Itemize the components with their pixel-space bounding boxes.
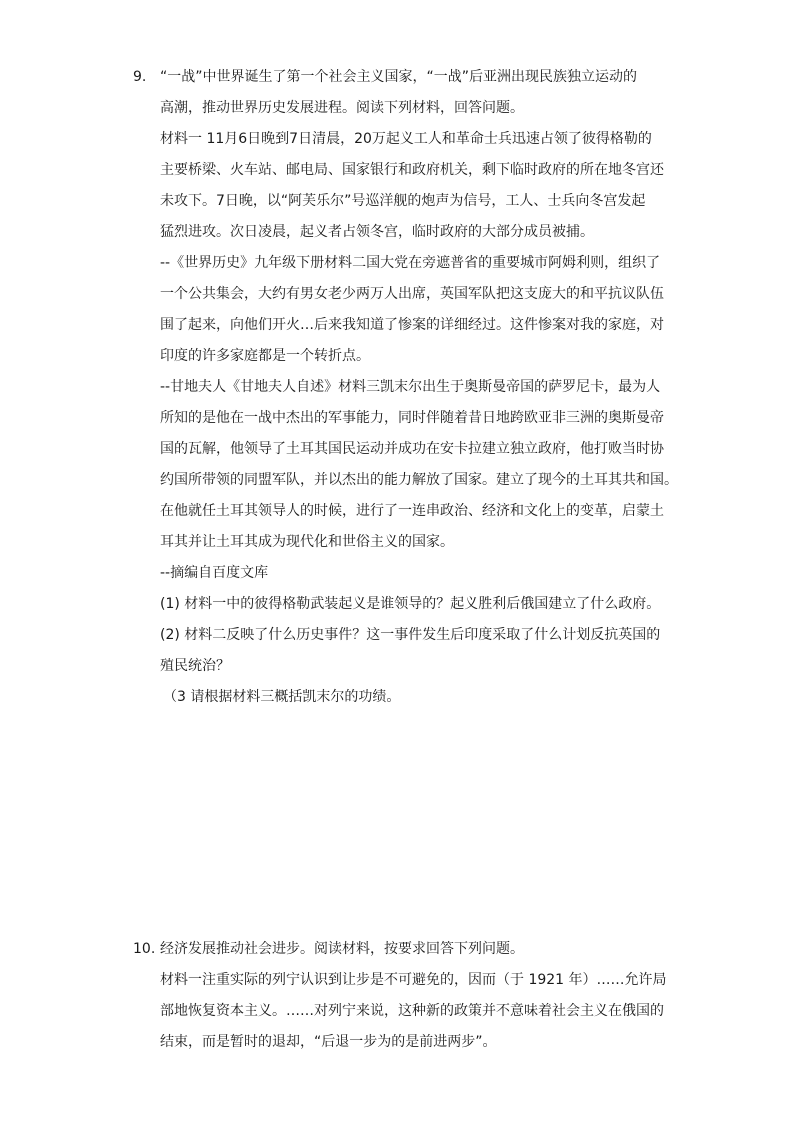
- q9-line-1: “一战”中世界诞生了第一个社会主义国家，“一战”后亚洲出现民族独立运动的: [160, 69, 638, 85]
- q9-line-13: 国的瓦解，他领导了土耳其国民运动并成功在安卡拉建立独立政府，他打败当时协: [160, 441, 664, 457]
- q9-line-8: 一个公共集会，大约有男女老少两万人出席，英国军队把这支庞大的和平抗议队伍: [160, 286, 664, 302]
- q9-subquestion-2: (2) 材料二反映了什么历史事件？这一事件发生后印度采取了什么计划反抗英国的: [160, 627, 661, 643]
- q9-line-4: 主要桥梁、火车站、邮电局、国家银行和政府机关，剩下临时政府的所在地冬宫还: [160, 162, 664, 178]
- q10-line-1: 经济发展推动社会进步。阅读材料，按要求回答下列问题。: [160, 941, 524, 957]
- q9-line-9: 围了起来，向他们开火…后来我知道了惨案的详细经过。这件惨案对我的家庭，对: [160, 317, 664, 333]
- q9-line-7: --《世界历史》九年级下册材料二国大党在旁遮普省的重要城市阿姆利则，组织了: [160, 255, 661, 271]
- question-10-number: 10.: [133, 941, 156, 957]
- q9-subquestion-1: (1) 材料一中的彼得格勒武装起义是谁领导的？起义胜利后俄国建立了什么政府。: [160, 596, 661, 612]
- q9-line-15: 在他就任土耳其领导人的时候，进行了一连串政治、经济和文化上的变革，启蒙土: [160, 503, 664, 519]
- question-9-number: 9.: [133, 69, 147, 85]
- q9-line-12: 所知的是他在一战中杰出的军事能力，同时伴随着昔日地跨欧亚非三洲的奥斯曼帝: [160, 410, 664, 426]
- q10-line-2: 材料一注重实际的列宁认识到让步是不可避免的，因而（于 1921 年）……允许局: [160, 972, 667, 988]
- q10-line-4: 结束，而是暂时的退却，“后退一步为的是前进两步”。: [160, 1034, 497, 1050]
- q9-line-5: 未攻下。7日晚，以“阿芙乐尔”号巡洋舰的炮声为信号，工人、士兵向冬宫发起: [160, 193, 646, 209]
- q9-line-10: 印度的许多家庭都是一个转折点。: [160, 348, 370, 364]
- q9-source-note: --摘编自百度文库: [160, 565, 269, 581]
- q9-line-11: --甘地夫人《甘地夫人自述》材料三凯末尔出生于奥斯曼帝国的萨罗尼卡，最为人: [160, 379, 661, 395]
- q9-subquestion-3: （3 请根据材料三概括凯末尔的功绩。: [163, 689, 401, 705]
- q9-subquestion-2-cont: 殖民统治？: [160, 658, 230, 674]
- q9-line-3: 材料一 11月6日晚到7日清晨，20万起义工人和革命士兵迅速占领了彼得格勒的: [160, 131, 652, 147]
- q9-line-2: 高潮，推动世界历史发展进程。阅读下列材料，回答问题。: [160, 100, 524, 116]
- q10-line-3: 部地恢复资本主义。……对列宁来说，这种新的政策并不意味着社会主义在俄国的: [160, 1003, 664, 1019]
- q9-line-16: 耳其并让土耳其成为现代化和世俗主义的国家。: [160, 534, 454, 550]
- q9-line-14: 约国所带领的同盟军队，并以杰出的能力解放了国家。建立了现今的土耳其共和国。: [160, 472, 678, 488]
- q9-line-6: 猛烈进攻。次日凌晨，起义者占领冬宫，临时政府的大部分成员被捕。: [160, 224, 594, 240]
